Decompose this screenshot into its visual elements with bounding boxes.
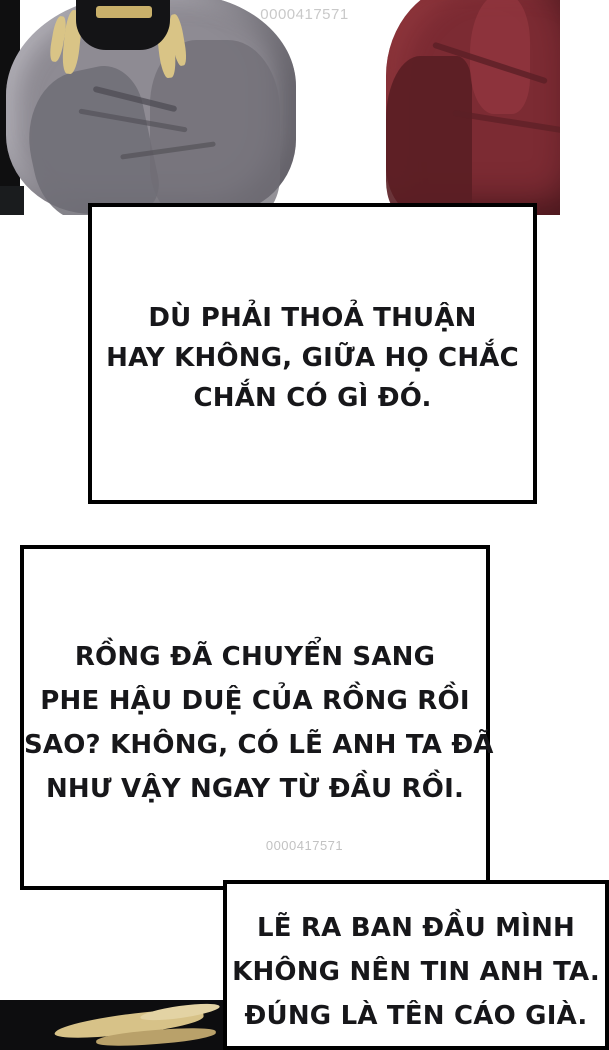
panel-right-white-edge [560, 0, 609, 215]
bubble-2-line-3: SAO? KHÔNG, CÓ LẼ ANH TA ĐÃ [24, 730, 494, 760]
bubble-3-line-2: KHÔNG NÊN TIN ANH TA. [232, 957, 600, 987]
bottom-artwork-panel [0, 1000, 223, 1050]
panel-left-dark-block [0, 186, 24, 215]
bubble-1-line-1: DÙ PHẢI THOẢ THUẬN [148, 303, 477, 333]
bubble-2-line-2: PHE HẬU DUỆ CỦA RỒNG RỒI [40, 686, 470, 716]
top-artwork-panel [0, 0, 609, 215]
bubble-2-line-4: NHƯ VẬY NGAY TỪ ĐẦU RỒI. [45, 774, 465, 804]
speech-bubble-1 [88, 203, 537, 504]
watermark-top: 0000417571 [260, 6, 349, 23]
bubble-1-line-3: CHẮN CÓ GÌ ĐÓ. [193, 383, 432, 413]
bubble-3-line-3: ĐÚNG LÀ TÊN CÁO GIÀ. [244, 1001, 588, 1031]
bubble-2-line-1: RỒNG ĐÃ CHUYỂN SANG [74, 642, 436, 672]
speech-bubble-3 [223, 880, 609, 1050]
robe-shadow [386, 56, 472, 215]
speech-bubble-1-text [92, 207, 533, 418]
watermark-middle: 0000417571 [265, 838, 344, 853]
speech-bubble-2-text [24, 549, 494, 811]
bubble-1-line-2: HAY KHÔNG, GIỮA HỌ CHẮC [106, 343, 519, 373]
bottom-white-gap [0, 890, 223, 1000]
panel-white-gap [296, 0, 388, 215]
bubble-3-line-1: LẼ RA BAN ĐẦU MÌNH [256, 913, 576, 943]
speech-bubble-3-text [227, 884, 605, 1038]
